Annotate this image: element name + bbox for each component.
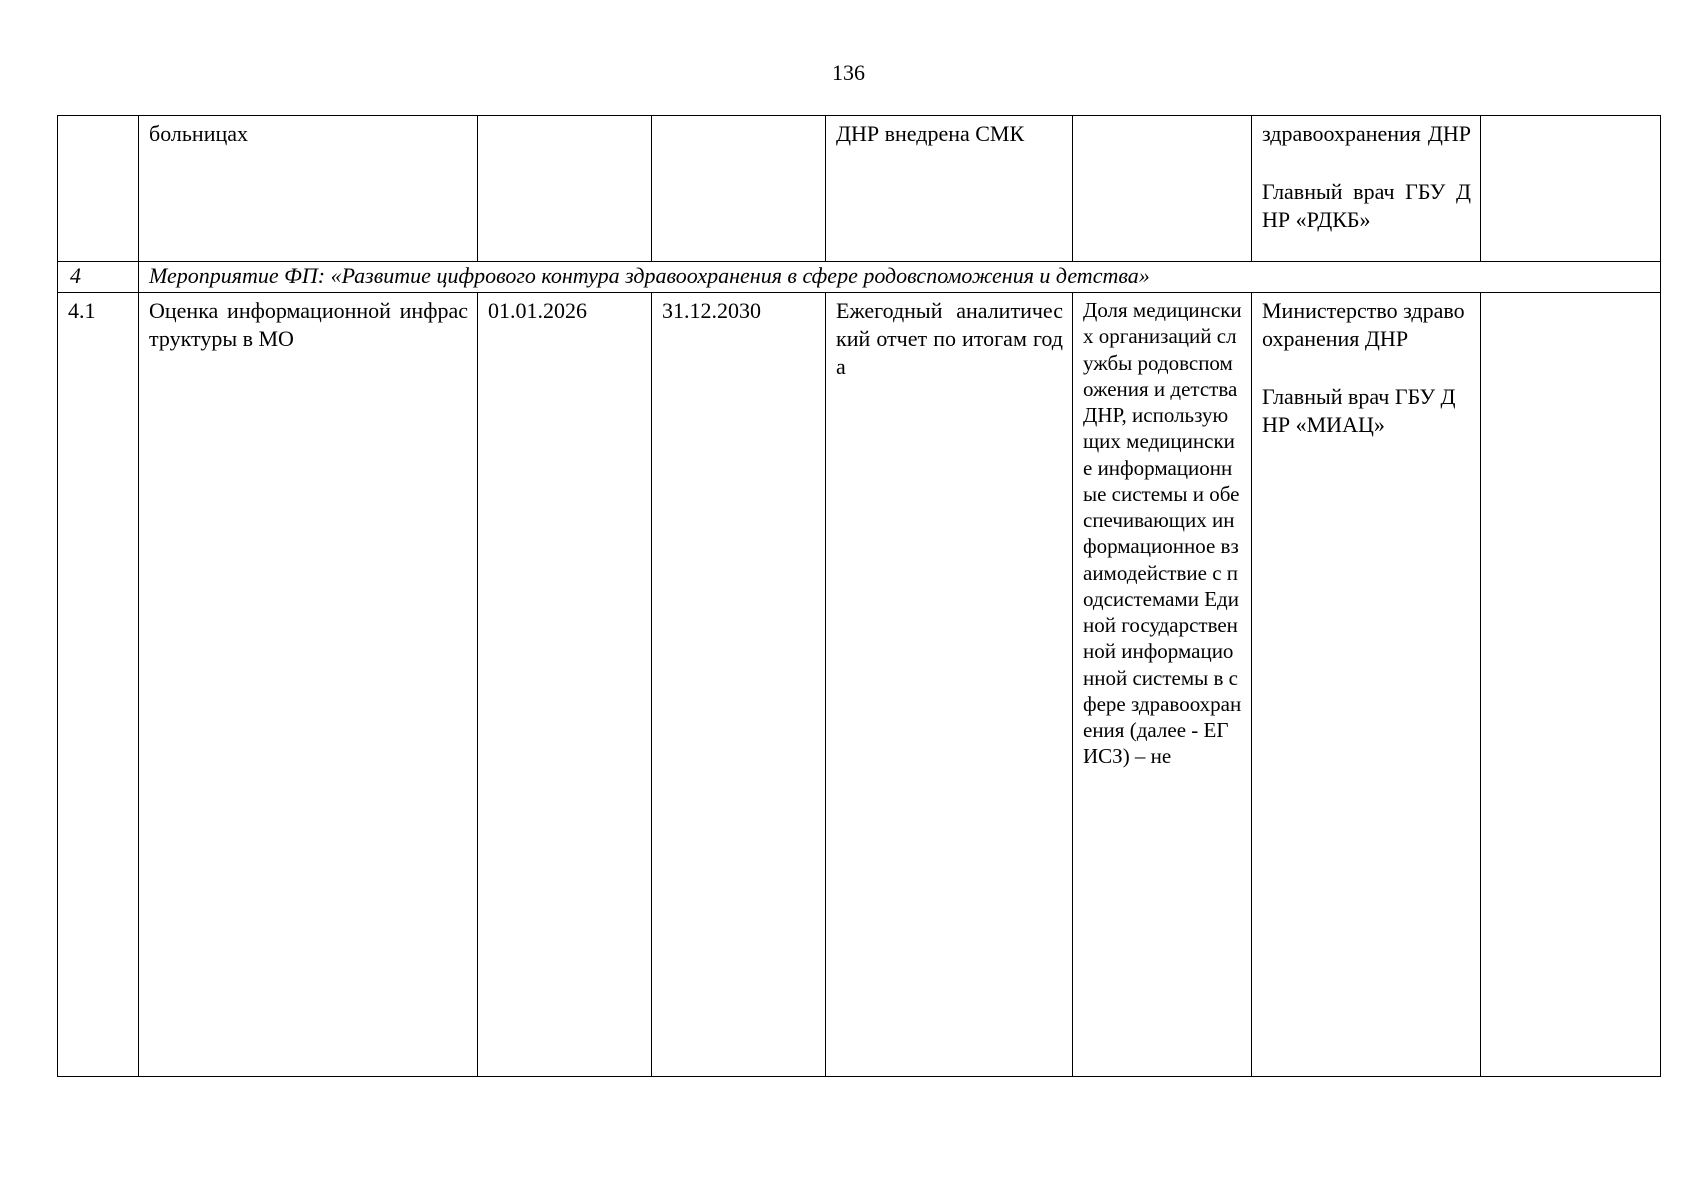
cell-number bbox=[58, 116, 139, 262]
cell-responsible bbox=[1252, 293, 1481, 1077]
responsible-chief-doctor: Главный врач ГБУ ДНР «РДКБ» bbox=[1262, 179, 1471, 233]
cell-notes bbox=[1481, 293, 1661, 1077]
cell-indicator bbox=[1073, 116, 1252, 262]
cell-event-name: Оценка информационной инфраструктуры в МО bbox=[139, 293, 478, 1077]
page-number: 136 bbox=[832, 60, 865, 85]
table-row bbox=[58, 116, 1661, 262]
cell-end-date: 31.12.2030 bbox=[652, 293, 826, 1077]
cell-end-date bbox=[652, 116, 826, 262]
cell-result: Ежегодный аналитический отчет по итогам года bbox=[826, 293, 1073, 1077]
table-row bbox=[58, 293, 1661, 1077]
section-title: Мероприятие ФП: «Развитие цифрового контура здравоохранения в сфере родовспоможения и детства» bbox=[139, 262, 1661, 293]
cell-event-name: больницах bbox=[139, 116, 478, 262]
responsible-ministry: здравоохранения ДНР bbox=[1262, 121, 1471, 146]
cell-start-date bbox=[478, 116, 652, 262]
responsible-chief-doctor: Главный врач ГБУ ДНР «МИАЦ» bbox=[1262, 384, 1456, 438]
cell-notes bbox=[1481, 116, 1661, 262]
cell-responsible bbox=[1252, 116, 1481, 262]
plan-table bbox=[57, 115, 1661, 1077]
cell-result: ДНР внедрена СМК bbox=[826, 116, 1073, 262]
responsible-ministry: Министерство здравоохранения ДНР bbox=[1262, 298, 1465, 352]
cell-number: 4.1 bbox=[58, 293, 139, 1077]
section-number: 4 bbox=[58, 262, 139, 293]
cell-start-date: 01.01.2026 bbox=[478, 293, 652, 1077]
section-row bbox=[58, 262, 1661, 293]
cell-indicator: Доля медицинских организаций службы родовспоможения и детства ДНР, использующих медицинские информационные системы и обеспечивающих информационное взаимодействие с подсистемами Единой государственной информационной системы в сфере здравоохранения (далее - ЕГИСЗ) – не bbox=[1073, 293, 1252, 1077]
